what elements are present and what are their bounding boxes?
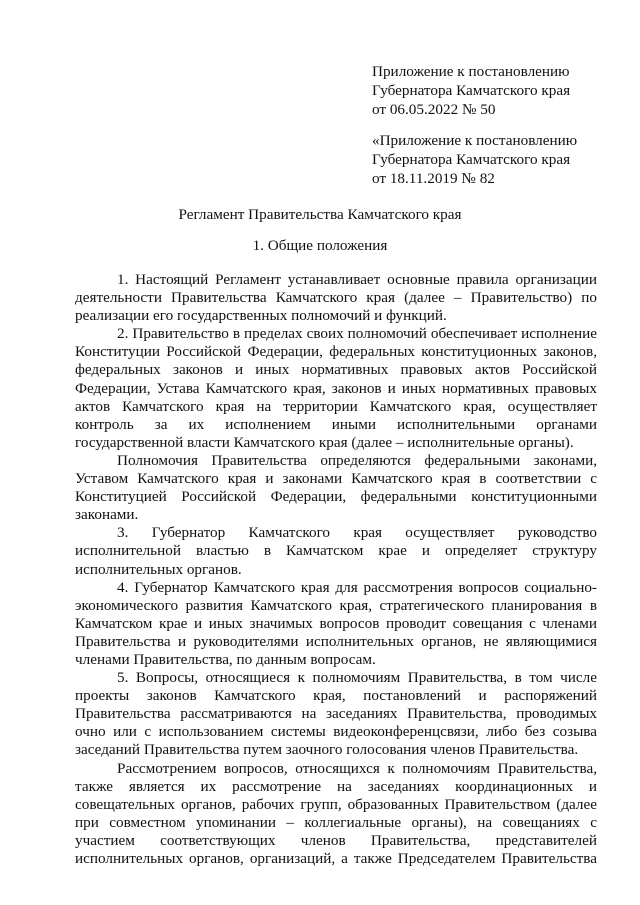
section-title: 1. Общие положения	[252, 237, 388, 254]
paragraph-line: контроль за их исполнением иными исполнительными органами	[75, 415, 597, 433]
paragraph-line: проекты законов Камчатского края, постановлений и распоряжений	[75, 687, 597, 705]
paragraph-line: Уставом Камчатского края и законами Камчатского края в соответствии с	[75, 470, 597, 488]
paragraph-line: 3. Губернатор Камчатского края осуществляет руководство	[117, 524, 597, 542]
paragraph-line: Камчатском крае и иных значимых вопросов проводит совещания с членами	[75, 614, 597, 632]
appendix-current-header	[372, 62, 622, 119]
paragraph-line: 5. Вопросы, относящиеся к полномочиям Правительства, в том числе	[117, 669, 597, 687]
paragraph	[75, 669, 597, 759]
appendix-original-header	[372, 131, 622, 188]
appendix-current-line-3: от 06.05.2022 № 50	[372, 101, 496, 118]
paragraph-line: при совместном упоминании – коллегиальные органы), на совещаниях с	[75, 813, 597, 831]
appendix-original-line-2: Губернатора Камчатского края	[372, 151, 571, 168]
paragraph	[75, 579, 597, 669]
appendix-original-line-3: от 18.11.2019 № 82	[372, 170, 495, 187]
paragraph-line: исполнительных органов.	[75, 560, 242, 578]
paragraph-line: Конституции Российской Федерации, федеральных конституционных законов,	[75, 343, 597, 361]
paragraph-line: участием соответствующих членов Правительства, представителей	[75, 831, 597, 849]
appendix-current-line-2: Губернатора Камчатского края	[372, 82, 571, 99]
paragraph	[75, 271, 597, 325]
document-body	[75, 271, 597, 868]
appendix-original-line-1: «Приложение к постановлению	[372, 132, 578, 149]
paragraph-line: Полномочия Правительства определяются федеральными законами,	[117, 451, 597, 469]
paragraph	[75, 524, 597, 578]
paragraph-line: Правительства рассматриваются на заседаниях Правительства, проводимых	[75, 705, 597, 723]
paragraph-line: совещательных органов, рабочих групп, образованных Правительством (далее	[75, 795, 597, 813]
paragraph	[75, 452, 597, 524]
paragraph-line: Рассмотрением вопросов, относящихся к полномочиям Правительства,	[117, 759, 597, 777]
paragraph-line: 4. Губернатор Камчатского края для рассмотрения вопросов социально-	[117, 578, 597, 596]
paragraph-line: законами.	[75, 506, 139, 524]
paragraph-line: реализации его государственных полномочий и функций.	[75, 307, 447, 325]
paragraph-line: Правительства и руководителями исполнительных органов, не являющимися	[75, 632, 597, 650]
paragraph	[75, 760, 597, 869]
paragraph-line: актов Камчатского края на территории Камчатского края, осуществляет	[75, 397, 597, 415]
paragraph	[75, 325, 597, 452]
paragraph-line: очно или с использованием системы видеоконференцсвязи, либо без созыва	[75, 723, 597, 741]
paragraph-line: федеральных законов и иных нормативных правовых актов Российской	[75, 361, 597, 379]
paragraph-line: заседаний Правительства путем заочного голосования членов Правительства.	[75, 741, 579, 759]
paragraph-line: экономического развития Камчатского края, стратегического планирования в	[75, 596, 597, 614]
paragraph-line: 1. Настоящий Регламент устанавливает основные правила организации	[117, 271, 597, 288]
document-title: Регламент Правительства Камчатского края	[178, 206, 462, 223]
paragraph-line: исполнительной властью в Камчатском крае и определяет структуру	[75, 542, 597, 560]
appendix-current-line-1: Приложение к постановлению	[372, 63, 570, 80]
paragraph-line: исполнительных органов, организаций, а также Председателем Правительства	[75, 850, 597, 867]
paragraph-line: также является их рассмотрение на заседаниях координационных и	[75, 777, 597, 795]
paragraph-line: государственной власти Камчатского края (далее – исполнительные органы).	[75, 433, 574, 451]
paragraph-line: членами Правительства, по данным вопросам.	[75, 650, 376, 668]
paragraph-line: 2. Правительство в пределах своих полномочий обеспечивает исполнение	[117, 325, 597, 343]
paragraph-line: Конституцией Российской Федерации, федеральными конституционными	[75, 488, 597, 506]
paragraph-line: деятельности Правительства Камчатского края (далее – Правительство) по	[75, 289, 597, 307]
paragraph-line: Федерации, Устава Камчатского края, законов и иных нормативных правовых	[75, 379, 597, 397]
